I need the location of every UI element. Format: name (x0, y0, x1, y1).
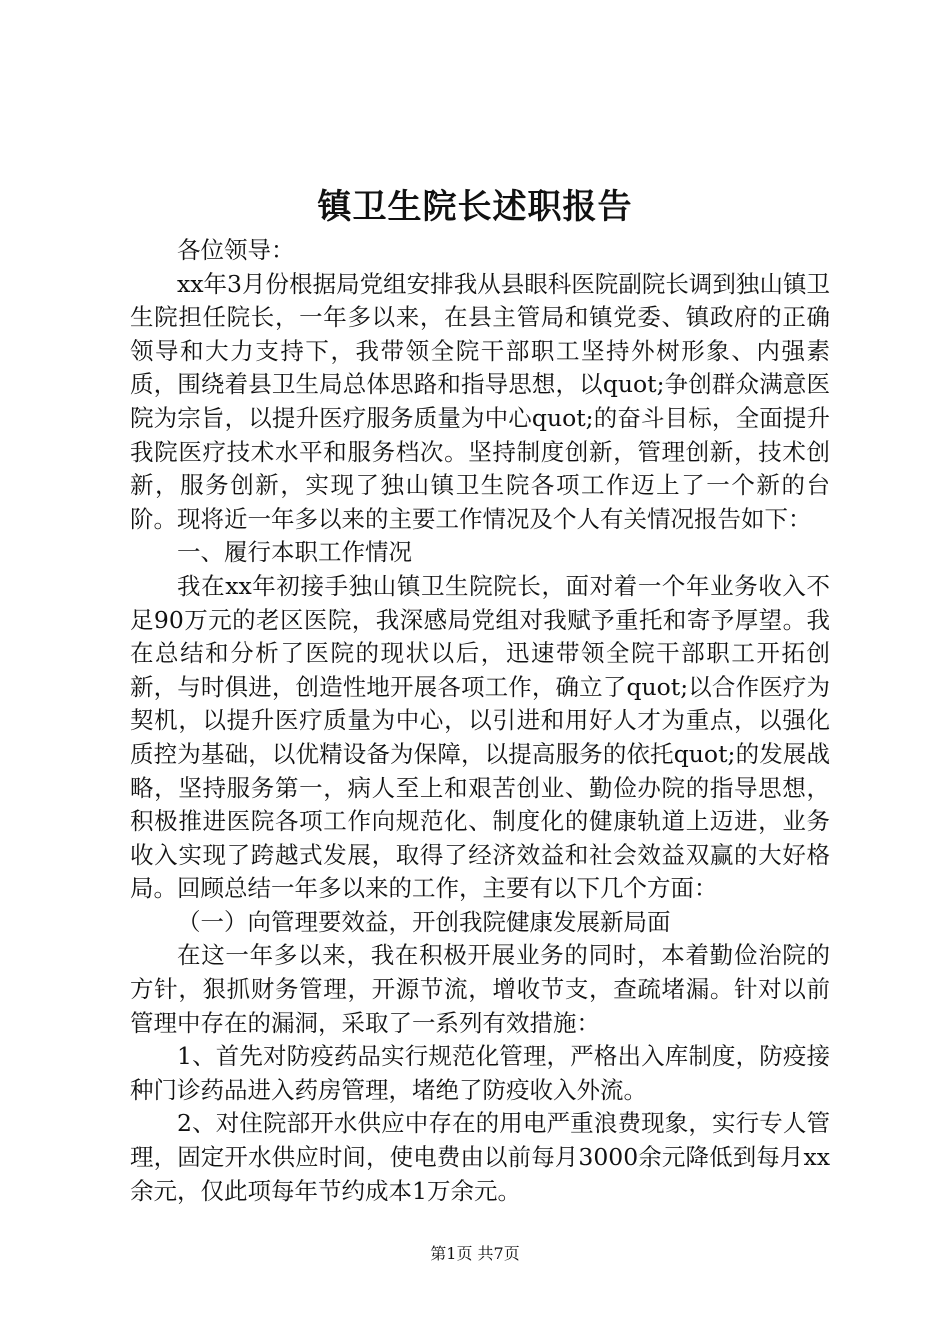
document-body (130, 234, 830, 1208)
list-item-2: 2、对住院部开水供应中存在的用电严重浪费现象，实行专人管理，固定开水供应时间，使电费由以前每月3000余元降低到每月xx余元，仅此项每年节约成本1万余元。 (130, 1109, 830, 1205)
page-footer (0, 1243, 950, 1265)
paragraph-management: 在这一年多以来，我在积极开展业务的同时，本着勤俭治院的方针，狠抓财务管理，开源节流，增收节支，查疏堵漏。针对以前管理中存在的漏洞，采取了一系列有效措施： (130, 941, 830, 1037)
salutation: 各位领导： (177, 236, 295, 264)
paragraph-duties: 我在xx年初接手独山镇卫生院院长，面对着一个年业务收入不足90万元的老区医院，我深感局党组对我赋予重托和寄予厚望。我在总结和分析了医院的现状以后，迅速带领全院干部职工开拓创新，与时俱进，创造性地开展各项工作，确立了quot;以合作医疗为契机，以提升医疗质量为中心，以引进和用好人才为重点，以强化质控为基础，以优精设备为保障，以提高服务的依托quot;的发展战略，坚持服务第一，病人至上和艰苦创业、勤俭办院的指导思想，积极推进医院各项工作向规范化、制度化的健康轨道上迈进，业务收入实现了跨越式发展，取得了经济效益和社会效益双赢的大好格局。回顾总结一年多以来的工作，主要有以下几个方面： (130, 571, 830, 903)
document-title: 镇卫生院长述职报告 (317, 187, 633, 227)
page-number: 第1页 (430, 1244, 473, 1263)
section-heading-1: 一、履行本职工作情况 (177, 538, 412, 567)
paragraph-intro: xx年3月份根据局党组安排我从县眼科医院副院长调到独山镇卫生院担任院长，一年多以来，在县主管局和镇党委、镇政府的正确领导和大力支持下，我带领全院干部职工坚持外树形象、内强素质，围绕着县卫生局总体思路和指导思想，以quot;争创群众满意医院为宗旨，以提升医疗服务质量为中心quot;的奋斗目标，全面提升我院医疗技术水平和服务档次。坚持制度创新，管理创新，技术创新，服务创新，实现了独山镇卫生院各项工作迈上了一个新的台阶。现将近一年多以来的主要工作情况及个人有关情况报告如下： (130, 269, 830, 533)
page-total: 共7页 (477, 1244, 520, 1263)
list-item-1: 1、首先对防疫药品实行规范化管理，严格出入库制度，防疫接种门诊药品进入药房管理，堵绝了防疫收入外流。 (130, 1042, 830, 1104)
subsection-heading-1: （一）向管理要效益，开创我院健康发展新局面 (177, 907, 671, 936)
